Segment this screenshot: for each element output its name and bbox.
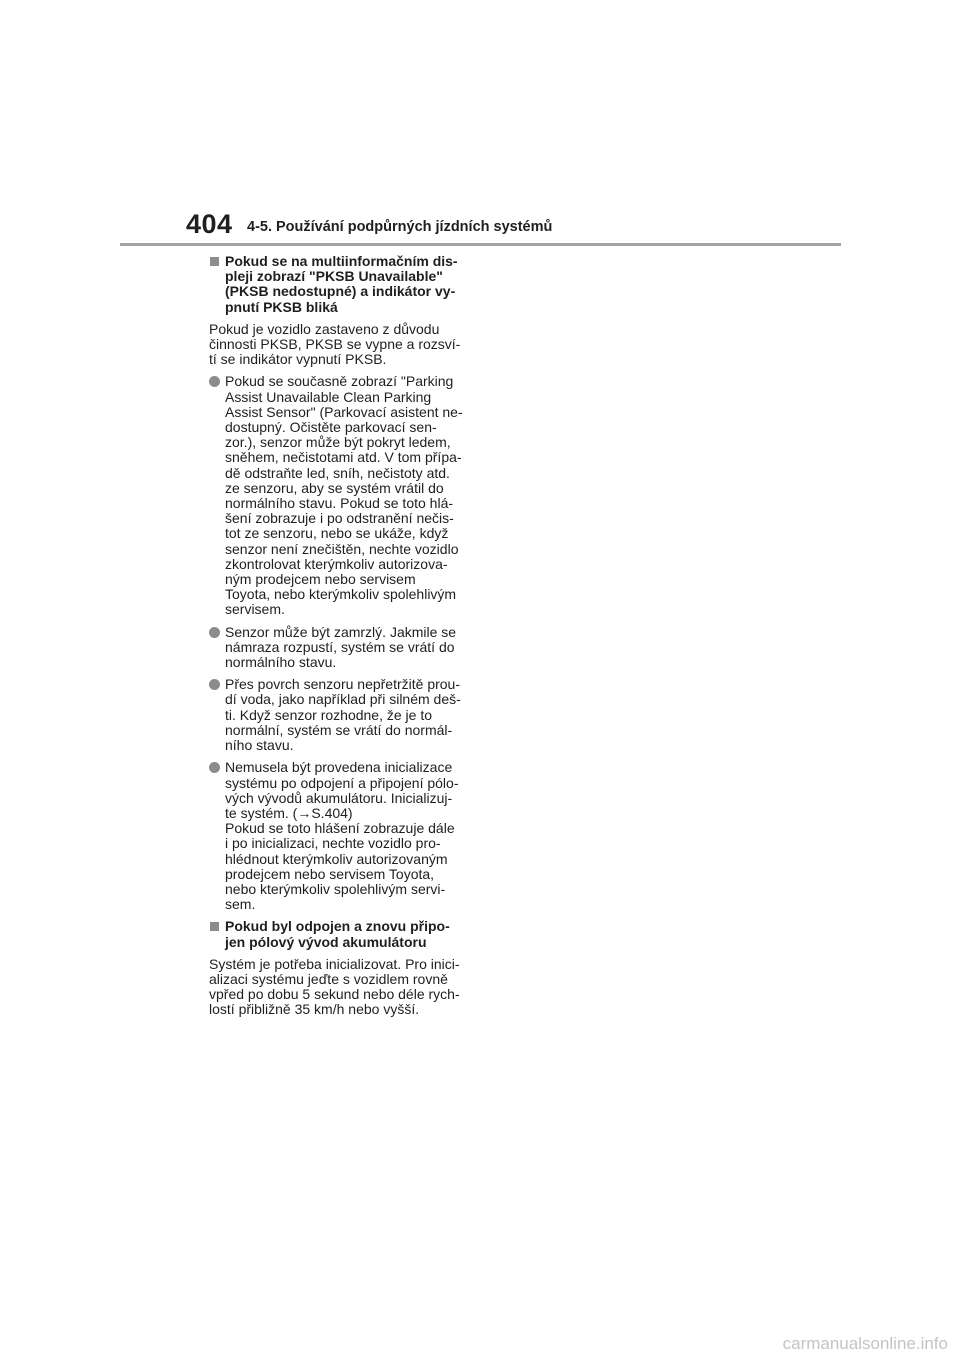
text-line: Senzor může být zamrzlý. Jakmile se	[225, 623, 457, 640]
text-line: hlédnout kterýmkoliv autorizovaným	[225, 850, 448, 867]
text-line: Pokud se na multiinformačním dis-	[225, 253, 458, 269]
section-heading	[209, 919, 471, 949]
text-line: dí voda, jako například při silném deš-	[225, 691, 461, 708]
text-line: prodejcem nebo servisem Toyota,	[225, 865, 435, 882]
text-line: i po inicializaci, nechte vozidlo pro-	[225, 835, 441, 852]
text-line: činnosti PKSB, PKSB se vypne a rozsví-	[209, 336, 461, 353]
text-line: nebo kterýmkoliv spolehlivým servi-	[225, 880, 446, 897]
text-line: Pokud byl odpojen a znovu připo-	[225, 918, 450, 935]
text-line: Nemusela být provedena inicializace	[225, 759, 453, 776]
text-line: jen pólový vývod akumulátoru	[225, 933, 427, 950]
bullet-item	[209, 760, 471, 912]
text-line: systému po odpojení a připojení pólo-	[225, 774, 459, 791]
square-bullet-icon	[210, 257, 219, 266]
header-rule	[120, 243, 841, 246]
text-line: normálního stavu.	[225, 654, 337, 671]
text-line: vých vývodů akumulátoru. Inicializuj-	[225, 789, 453, 806]
text-line: vpřed po dobu 5 sekund nebo déle rych-	[209, 986, 460, 1003]
text-line: pleji zobrazí "PKSB Unavailable"	[225, 268, 443, 285]
text-line: zkontrolovat kterýmkoliv autorizova-	[225, 555, 448, 572]
text-line: ního stavu.	[225, 737, 294, 754]
round-bullet-icon	[209, 627, 220, 638]
text-line: (PKSB nedostupné) a indikátor vy-	[225, 283, 456, 300]
chapter-title: 4-5. Používání podpůrných jízdních systémů	[247, 219, 553, 235]
page-content	[209, 254, 471, 1025]
bullet-item	[209, 374, 471, 617]
text-line: tot ze senzoru, nebo se ukáže, když	[225, 525, 449, 542]
text-line: námraza rozpustí, systém se vrátí do	[225, 638, 455, 655]
text-line: Assist Sensor" (Parkovací asistent ne-	[225, 403, 463, 420]
text-line: ti. Když senzor rozhodne, že je to	[225, 706, 432, 723]
paragraph	[209, 322, 471, 368]
text-line: servisem.	[225, 601, 285, 618]
text-line: sněhem, nečistotami atd. V tom přípa-	[225, 449, 462, 466]
text-line: Pokud se toto hlášení zobrazuje dále	[225, 820, 455, 837]
text-line: alizaci systému jeďte s vozidlem rovně	[209, 970, 448, 987]
watermark: carmanualsonline.info	[782, 1334, 948, 1353]
text-line: pnutí PKSB bliká	[225, 298, 338, 315]
text-line: šení zobrazuje i po odstranění nečis-	[225, 510, 454, 527]
text-line: Pokud se současně zobrazí "Parking	[225, 373, 454, 390]
text-line: tí se indikátor vypnutí PKSB.	[209, 351, 387, 368]
text-line: Assist Unavailable Clean Parking	[225, 388, 432, 405]
page-number: 404	[186, 209, 233, 239]
round-bullet-icon	[209, 376, 220, 387]
text-line: dě odstraňte led, sníh, nečistoty atd.	[225, 464, 450, 481]
text-line: normální, systém se vrátí do normál-	[225, 721, 453, 738]
text-line: lostí přibližně 35 km/h nebo vyšší.	[209, 1001, 420, 1018]
text-line: Systém je potřeba inicializovat. Pro inici-	[209, 955, 460, 972]
text-line: ným prodejcem nebo servisem	[225, 571, 416, 588]
text-line: Pokud je vozidlo zastaveno z důvodu	[209, 320, 440, 337]
text-line: dostupný. Očistěte parkovací sen-	[225, 419, 437, 436]
text-line: sem.	[225, 896, 256, 913]
bullet-item	[209, 625, 471, 671]
text-line: Toyota, nebo kterýmkoliv spolehlivým	[225, 586, 457, 603]
text-line: zor.), senzor může být pokryt ledem,	[225, 434, 451, 451]
text-line: Přes povrch senzoru nepřetržitě prou-	[225, 676, 460, 693]
paragraph	[209, 957, 471, 1018]
bullet-item	[209, 677, 471, 753]
text-line: normálního stavu. Pokud se toto hlá-	[225, 495, 454, 512]
text-line: ze senzoru, aby se systém vrátil do	[225, 479, 444, 496]
square-bullet-icon	[210, 922, 219, 931]
text-line: senzor není znečištěn, nechte vozidlo	[225, 540, 459, 557]
text-line: te systém. (→S.404)	[225, 804, 353, 821]
round-bullet-icon	[209, 762, 220, 773]
round-bullet-icon	[209, 679, 220, 690]
section-heading	[209, 254, 471, 315]
